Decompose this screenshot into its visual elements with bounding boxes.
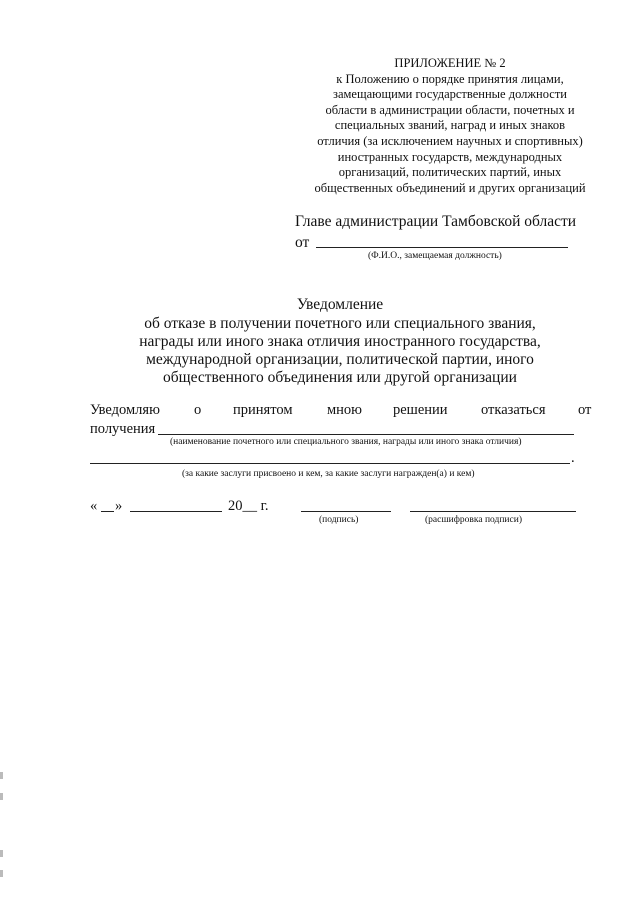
scan-mark bbox=[0, 793, 3, 800]
notice-title-line: общественного объединения или другой организации bbox=[163, 369, 517, 386]
decoding-line bbox=[410, 511, 576, 512]
date-open-quote: « bbox=[90, 498, 98, 514]
scan-mark bbox=[0, 850, 3, 857]
merits-line bbox=[90, 463, 570, 464]
annex-line: общественных объединений и других организаций bbox=[314, 180, 586, 195]
receipt-label: получения bbox=[90, 421, 156, 437]
scan-mark bbox=[0, 870, 3, 877]
receipt-line bbox=[158, 434, 574, 435]
annex-line: к Положению о порядке принятия лицами, bbox=[336, 71, 564, 86]
date-close-quote: » bbox=[115, 498, 123, 514]
notice-title-line: награды или иного знака отличия иностранного государства, bbox=[139, 333, 541, 350]
notice-title-line: международной организации, политической партии, иного bbox=[146, 351, 534, 368]
date-year: 20__ г. bbox=[228, 498, 269, 514]
signature-line bbox=[301, 511, 391, 512]
receipt-caption: (наименование почетного или специального звания, награды или иного знака отличия) bbox=[170, 437, 522, 447]
annex-heading: ПРИЛОЖЕНИЕ № 2 bbox=[394, 56, 506, 70]
annex-line: иностранных государств, международных bbox=[337, 149, 563, 164]
addressee-from-label: от bbox=[295, 234, 310, 251]
annex-line: замещающими государственные должности bbox=[333, 87, 567, 102]
body-word: о bbox=[194, 402, 202, 418]
body-word: принятом bbox=[233, 402, 293, 418]
annex-header bbox=[300, 56, 600, 196]
annex-line: специальных званий, наград и иных знаков bbox=[334, 118, 566, 133]
annex-line: отличия (за исключением научных и спортивных) bbox=[317, 133, 583, 148]
body-word: мною bbox=[327, 402, 363, 418]
body-word: отказаться bbox=[481, 402, 546, 418]
signature-caption: (подпись) bbox=[319, 515, 359, 525]
addressee-to: Главе администрации Тамбовской области bbox=[295, 213, 577, 230]
addressee-from-line bbox=[316, 247, 568, 248]
notice-title-line: об отказе в получении почетного или специального звания, bbox=[144, 315, 536, 332]
date-month-line bbox=[130, 511, 222, 512]
annex-line: области в администрации области, почетных и bbox=[325, 102, 575, 117]
annex-line: организаций, политических партий, иных bbox=[338, 165, 562, 180]
date-day-line bbox=[101, 511, 114, 512]
body-word: Уведомляю bbox=[90, 402, 160, 418]
addressee-from-caption: (Ф.И.О., замещаемая должность) bbox=[368, 251, 502, 261]
notice-heading: Уведомление bbox=[296, 296, 384, 313]
body-word: от bbox=[578, 402, 592, 418]
decoding-caption: (расшифровка подписи) bbox=[425, 515, 522, 525]
scan-mark bbox=[0, 772, 3, 779]
merits-caption: (за какие заслуги присвоено и кем, за какие заслуги награжден(а) и кем) bbox=[182, 469, 475, 479]
body-word: решении bbox=[393, 402, 448, 418]
merits-line-end: . bbox=[571, 450, 575, 466]
